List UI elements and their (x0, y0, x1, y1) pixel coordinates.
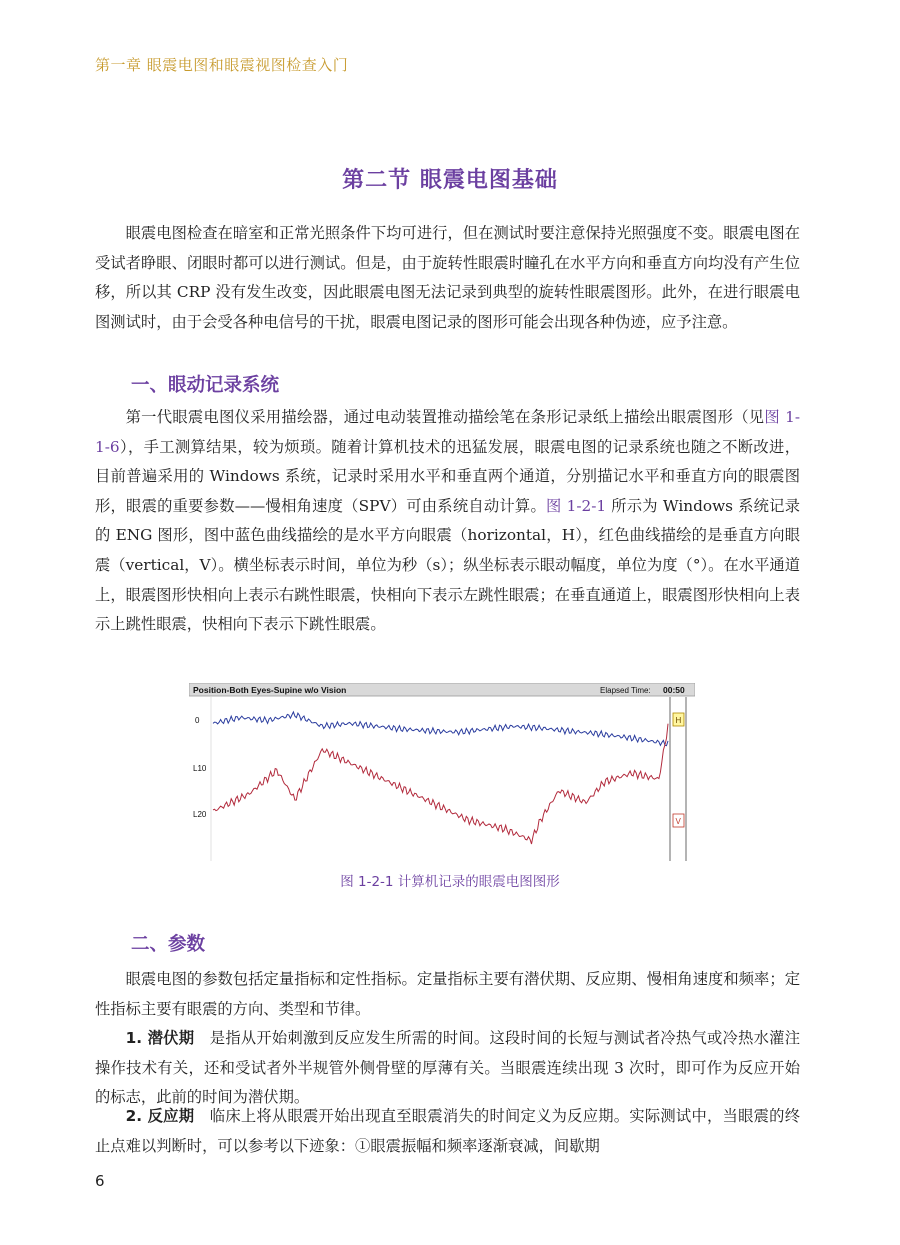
chart-title: Position-Both Eyes-Supine w/o Vision (193, 685, 347, 695)
y-tick-label-l20: L20 (193, 810, 207, 819)
para1-text-2: ），手工测算结果，较为烦琐。随着计算机技术的迅猛发展，眼震电图的记录系统也随之不断改进，目前普遍采用的 Windows 系统，记录时采用水平和垂直两个通道，分别描记水平和垂直方向的眼震图形，眼震的重要参数——慢相角速度（SPV）可由系统自动计算。 (95, 437, 800, 515)
eng-chart (189, 683, 695, 861)
figure-ref-1-1-6[interactable]: 图 1-1-6 (95, 408, 800, 456)
response-period-paragraph (95, 1102, 800, 1161)
latency-text: 是指从开始刺激到反应发生所需的时间。这段时间的长短与测试者冷热气或冷热水灌注操作技术有关，还和受试者外半规管外侧骨壁的厚薄有关。当眼震连续出现 3 次时，即可作为反应开始的标志，此前的时间为潜伏期。 (95, 1029, 800, 1107)
latency-paragraph (95, 1024, 800, 1113)
heading-parameters: 二、参数 (131, 934, 206, 955)
section-title: 第二节 眼震电图基础 (342, 168, 558, 193)
figure-ref-1-2-1[interactable]: 图 1-2-1 (545, 496, 607, 515)
y-tick-label-0: 0 (195, 716, 200, 725)
heading-eye-movement-recording: 一、眼动记录系统 (131, 375, 280, 396)
elapsed-time-label: Elapsed Time: (600, 686, 651, 695)
response-period-text: 临床上将从眼震开始出现直至眼震消失的时间定义为反应期。实际测试中，当眼震的终止点难以判断时，可以参考以下迹象：①眼震振幅和频率逐渐衰减，间歇期 (95, 1107, 800, 1155)
response-period-term: 2. 反应期 (125, 1107, 195, 1125)
page-number: 6 (95, 1172, 105, 1190)
channel-h-label: H (675, 716, 682, 725)
intro-paragraph: 眼震电图检查在暗室和正常光照条件下均可进行，但在测试时要注意保持光照强度不变。眼震电图在受试者睁眼、闭眼时都可以进行测试。但是，由于旋转性眼震时瞳孔在水平方向和垂直方向均没有产生位移，所以其 CRP 没有发生改变，因此眼震电图无法记录到典型的旋转性眼震图形。此外，在进行眼震电图测试时，由于会受各种电信号的干扰，眼震电图记录的图形可能会出现各种伪迹，应予注意。 (95, 224, 800, 331)
running-head: 第一章 眼震电图和眼震视图检查入门 (95, 56, 349, 74)
elapsed-time-value: 00:50 (663, 685, 685, 695)
para1-text-3: 所示为 Windows 系统记录的 ENG 图形，图中蓝色曲线描绘的是水平方向眼震（horizontal，H），红色曲线描绘的是垂直方向眼震（vertical，V）。横坐标表示时间，单位为秒（s）；纵坐标表示眼动幅度，单位为度（°）。在水平通道上，眼震图形快相向上表示右跳性眼震，快相向下表示左跳性眼震；在垂直通道上，眼震图形快相向上表示上跳性眼震，快相向下表示下跳性眼震。 (95, 496, 800, 634)
figure-caption: 图 1-2-1 计算机记录的眼震电图图形 (340, 874, 560, 890)
para1-text-1: 第一代眼震电图仪采用描绘器，通过电动装置推动描绘笔在条形记录纸上描绘出眼震图形（见 (125, 408, 765, 426)
recording-system-paragraph (95, 403, 800, 640)
channel-v-label: V (675, 817, 681, 826)
parameters-intro: 眼震电图的参数包括定量指标和定性指标。定量指标主要有潜伏期、反应期、慢相角速度和频率；定性指标主要有眼震的方向、类型和节律。 (95, 970, 800, 1018)
latency-term: 1. 潜伏期 (125, 1029, 195, 1047)
y-tick-label-l10: L10 (193, 764, 207, 773)
